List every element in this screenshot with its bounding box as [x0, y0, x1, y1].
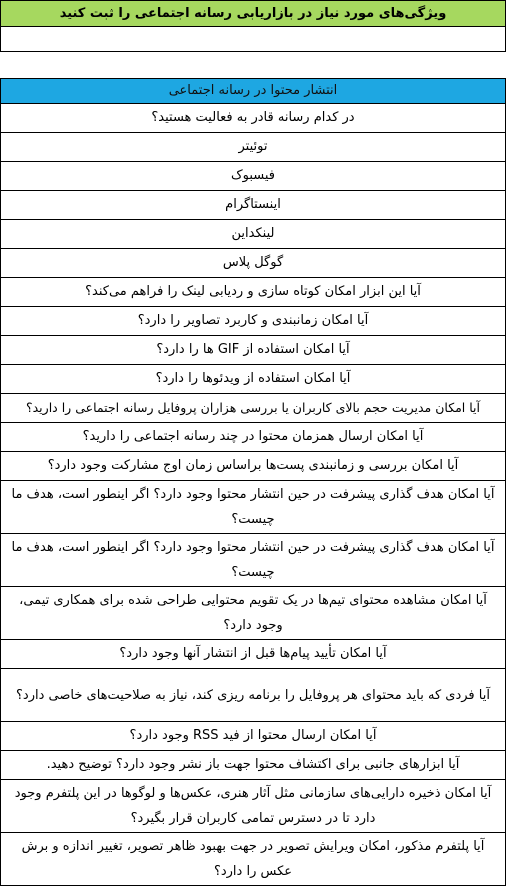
- table-row: آیا پلتفرم مذکور، امکان ویرایش تصویر در جهت بهبود ظاهر تصویر، تغییر اندازه و برش عکس را دارد؟: [1, 833, 506, 886]
- table-row: آیا این ابزار امکان کوتاه سازی و ردیابی لینک را فراهم می‌کند؟: [1, 278, 506, 307]
- table-row: لینکداین: [1, 220, 506, 249]
- page-title: ویژگی‌های مورد نیاز در بازاریابی رسانه اجتماعی را ثبت کنید: [1, 1, 506, 27]
- table-row: آیا امکان هدف گذاری پیشرفت در حین انتشار محتوا وجود دارد؟ اگر اینطور است، هدف ما چیست؟: [1, 534, 506, 587]
- table-row: آیا امکان تأیید پیام‌ها قبل از انتشار آنها وجود دارد؟: [1, 640, 506, 669]
- table-row: گوگل پلاس: [1, 249, 506, 278]
- spacer-row: [1, 52, 506, 79]
- table-row: آیا فردی که باید محتوای هر پروفایل را برنامه ریزی کند، نیاز به صلاحیت‌های خاصی دارد؟: [1, 669, 506, 722]
- table-row: آیا امکان ارسال محتوا از فید RSS وجود دارد؟: [1, 722, 506, 751]
- section-title: انتشار محتوا در رسانه اجتماعی: [1, 79, 506, 104]
- table-row: اینستاگرام: [1, 191, 506, 220]
- table-row: در کدام رسانه قادر به فعالیت هستید؟: [1, 104, 506, 133]
- table-row: آیا امکان بررسی و زمانبندی پست‌ها براساس زمان اوج مشارکت وجود دارد؟: [1, 452, 506, 481]
- spacer-cell: [1, 52, 506, 79]
- table-row: آیا امکان ذخیره دارایی‌های سازمانی مثل آثار هنری، عکس‌ها و لوگوها در این پلتفرم وجود دارد تا در دسترس تمامی کاربران قرار بگیرد؟: [1, 780, 506, 833]
- table-row: آیا امکان استفاده از ویدئوها را دارد؟: [1, 365, 506, 394]
- blank-cell: [1, 27, 506, 52]
- table-row: آیا امکان هدف گذاری پیشرفت در حین انتشار محتوا وجود دارد؟ اگر اینطور است، هدف ما چیست؟: [1, 481, 506, 534]
- blank-row: [1, 27, 506, 52]
- table-row: آیا امکان ارسال همزمان محتوا در چند رسانه اجتماعی را دارید؟: [1, 423, 506, 452]
- table-row: آیا امکان مشاهده محتوای تیم‌ها در یک تقویم محتوایی طراحی شده برای همکاری تیمی، وجود دارد؟: [1, 587, 506, 640]
- table-row: فیسبوک: [1, 162, 506, 191]
- table-row: آیا امکان مدیریت حجم بالای کاربران یا بررسی هزاران پروفایل رسانه اجتماعی را دارید؟: [1, 394, 506, 423]
- section-row: [1, 79, 506, 104]
- table-row: آیا امکان استفاده از GIF ها را دارد؟: [1, 336, 506, 365]
- table-row: آیا امکان زمانبندی و کاربرد تصاویر را دارد؟: [1, 307, 506, 336]
- table-row: توئیتر: [1, 133, 506, 162]
- table-row: آیا ابزارهای جانبی برای اکتشاف محتوا جهت باز نشر وجود دارد؟ توضیح دهید.: [1, 751, 506, 780]
- header-row: [1, 1, 506, 27]
